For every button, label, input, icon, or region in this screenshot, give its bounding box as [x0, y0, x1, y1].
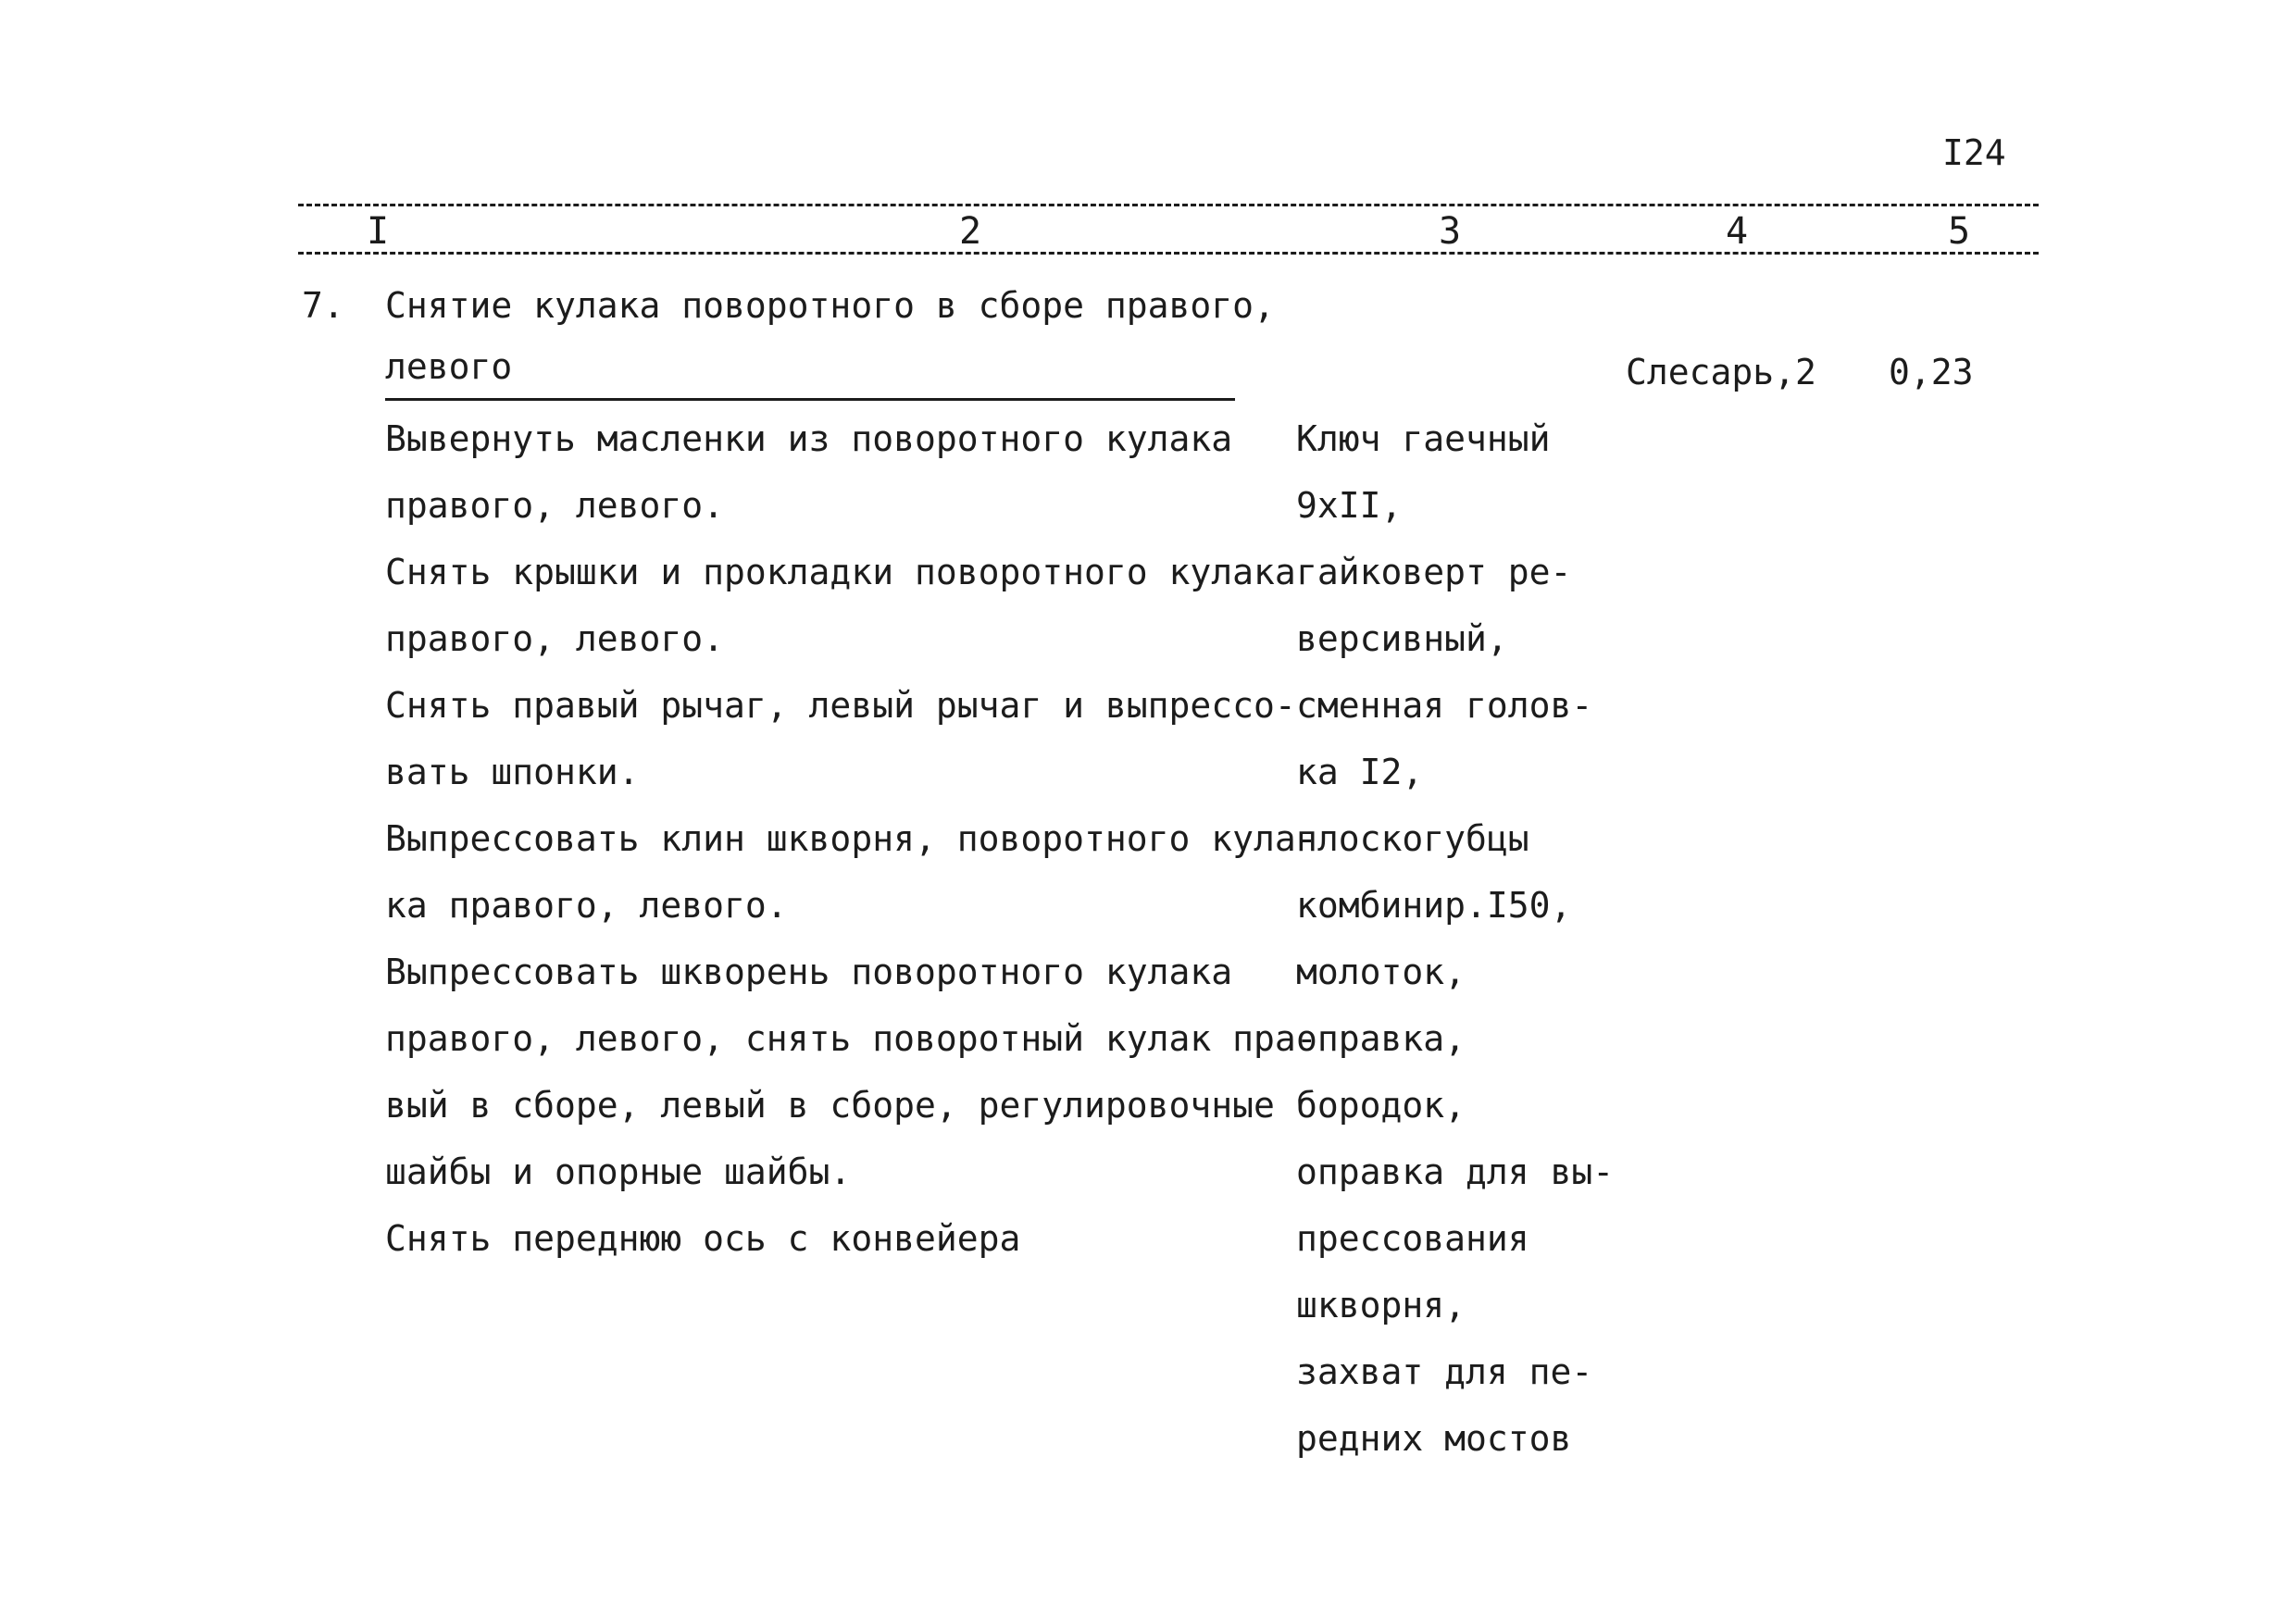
header-dash-line-bottom	[298, 252, 2039, 255]
page-number: I24	[1942, 132, 2006, 173]
tool-line: сменная голов-	[1296, 685, 1593, 726]
column-number-3: 3	[1433, 213, 1466, 250]
tool-line: бородок,	[1296, 1085, 1466, 1126]
tool-line: ка I2,	[1296, 752, 1424, 792]
tool-line: комбинир.I50,	[1296, 885, 1572, 926]
column-number-4: 4	[1720, 213, 1753, 250]
operation-steps	[385, 405, 1317, 1272]
column-number-2: 2	[954, 213, 987, 250]
tool-line: версивный,	[1296, 618, 1508, 659]
operation-line: Выпрессовать шкворень поворотного кулака	[385, 952, 1233, 992]
tool-line: гайковерт ре-	[1296, 552, 1572, 592]
tool-line: плоскогубцы	[1296, 818, 1529, 859]
item-title-line-2: левого	[385, 339, 1235, 401]
item-number: 7.	[302, 285, 344, 326]
worker-category: Слесарь,2	[1626, 352, 1816, 392]
operation-line: Вывернуть масленки из поворотного кулака	[385, 418, 1233, 459]
tool-line: оправка,	[1296, 1018, 1466, 1059]
operation-line: Снять переднюю ось с конвейера	[385, 1218, 1021, 1259]
operation-line: правого, левого.	[385, 485, 725, 526]
tool-line: молоток,	[1296, 952, 1466, 992]
tool-line: прессования	[1296, 1218, 1529, 1259]
item-title-line-1: Снятие кулака поворотного в сборе правого,	[385, 285, 1275, 326]
tool-line: оправка для вы-	[1296, 1151, 1615, 1192]
operation-line: ка правого, левого.	[385, 885, 788, 926]
operation-line: правого, левого, снять поворотный кулак пра-	[385, 1018, 1317, 1059]
operation-line: Снять крышки и прокладки поворотного кулака	[385, 552, 1296, 592]
operation-line: Снять правый рычаг, левый рычаг и выпрессо-	[385, 685, 1296, 726]
header-dash-line-top	[298, 204, 2039, 206]
tool-line: захват для пе-	[1296, 1351, 1593, 1392]
time-norm: 0,23	[1889, 352, 1974, 392]
column-number-1: I	[361, 213, 394, 250]
operation-line: шайбы и опорные шайбы.	[385, 1151, 852, 1192]
column-number-5: 5	[1942, 213, 1976, 250]
operation-line: правого, левого.	[385, 618, 725, 659]
tool-line: 9xII,	[1296, 485, 1403, 526]
tools-list	[1296, 405, 1614, 1472]
tool-line: Ключ гаечный	[1296, 418, 1551, 459]
operation-line: Выпрессовать клин шкворня, поворотного кула-	[385, 818, 1317, 859]
operation-line: вать шпонки.	[385, 752, 640, 792]
operation-line: вый в сборе, левый в сборе, регулировочные	[385, 1085, 1275, 1126]
tool-line: редних мостов	[1296, 1418, 1572, 1459]
tool-line: шкворня,	[1296, 1285, 1466, 1326]
